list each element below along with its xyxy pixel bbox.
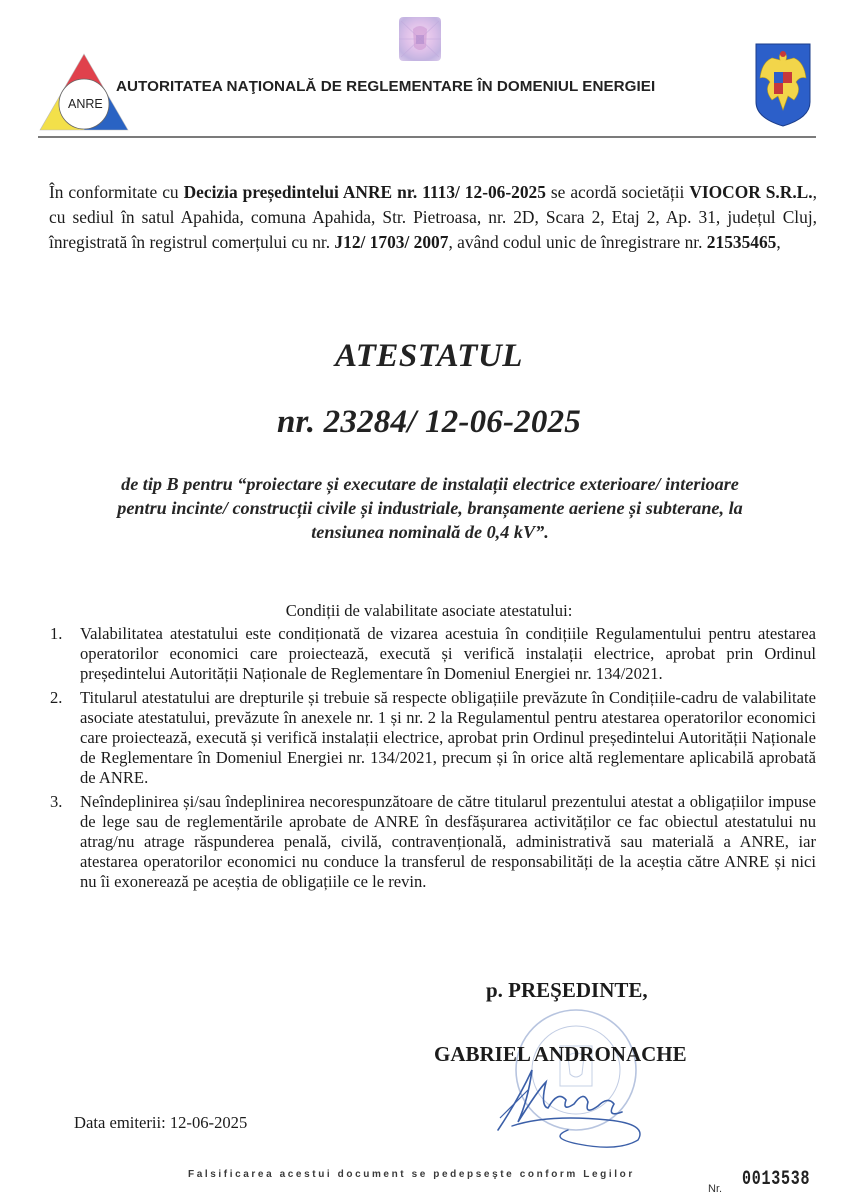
- condition-number: 2.: [50, 688, 63, 707]
- certificate-number: nr. 23284/ 12-06-2025: [277, 404, 581, 440]
- serial-label: Nr.: [708, 1183, 723, 1195]
- company-name: VIOCOR S.R.L.: [689, 182, 813, 202]
- intro-text: În conformitate cu: [49, 182, 184, 202]
- handwritten-signature-icon: [488, 1060, 658, 1152]
- conditions-heading: Condiții de valabilitate asociate atestatului:: [285, 601, 573, 620]
- intro-text: , având codul unic de înregistrare nr.: [448, 232, 707, 252]
- condition-number: 3.: [50, 792, 63, 811]
- condition-text: Neîndeplinirea și/sau îndeplinirea necorespunzătoare de către titularul prezentului atestat a obligațiilor impuse de lege sau de reglementările aprobate de ANRE în desfășurarea activităților ce fac obiectul atestatului nu atrag/nu atrage răspunderea penală, civilă, contravențională, administrativă sau materială a ANRE, iar atestarea operatorilor economici nu conduce la transferul de responsabilități de la aceștia către ANRE și nici nu îi exonerează pe aceștia de obligațiile ce le revin.: [80, 792, 816, 891]
- intro-text: se acordă societății: [545, 182, 690, 202]
- condition-item: [50, 792, 816, 892]
- serial-number: 0013538: [742, 1168, 811, 1191]
- condition-text: Titularul atestatului are drepturile și trebuie să respecte obligațiile prevăzute în Condițiile-cadru de valabilitate asociate atestatului, prevăzute în anexele nr. 1 și nr. 2 la Regulamentul pentru atestarea operatorilor economici care proiectează, execută și verifică instalații electrice, aprobat prin Ordinul președintelui Autorității Naționale de Reglementare în Domeniul Energiei nr. 134/2021, precum și în orice altă reglementare aplicabilă aprobată de ANRE.: [80, 688, 816, 787]
- unique-registration-code: 21535465: [706, 232, 777, 252]
- certificate-title: ATESTATUL: [335, 338, 523, 374]
- romania-coat-of-arms-icon: [754, 42, 812, 128]
- intro-paragraph: [49, 180, 817, 255]
- signatory-role: p. PREŞEDINTE,: [486, 978, 648, 1002]
- condition-text: Valabilitatea atestatului este condiționată de vizarea acestuia în condițiile Regulamentului pentru atestarea operatorilor economici care proiectează, execută și verifică instalații electrice, aprobat prin Ordinul președintelui Autorității Naționale de Reglementare în Domeniul Energiei nr. 134/2021.: [80, 624, 816, 683]
- decision-reference: Decizia președintelui ANRE nr. 1113/ 12-06-2025: [183, 182, 546, 202]
- certificate-description: de tip B pentru “proiectare și executare de instalații electrice exterioare/ interioare pentru incinte/ construcții civile și industriale, branșamente aeriene și subterane, la tensiunea nominală de 0,4 kV”.: [117, 474, 743, 542]
- intro-text: , cu sediul în satul Apahida, comuna Apahida, Str. Pietroasa, nr. 2D, Scara 2, Etaj 2, Ap. 31, județul Cluj, înregistrată în registrul comerțului cu nr.: [49, 182, 817, 252]
- condition-item: [50, 688, 816, 788]
- forgery-warning: Falsificarea acestui document se pedepseşte conform Legilor: [188, 1169, 635, 1180]
- header-divider: [38, 136, 816, 138]
- authority-name: AUTORITATEA NAŢIONALĂ DE REGLEMENTARE ÎN DOMENIUL ENERGIEI: [116, 78, 656, 95]
- signatory-name: GABRIEL ANDRONACHE: [434, 1042, 687, 1066]
- registration-number: J12/ 1703/ 2007: [334, 232, 449, 252]
- issue-date: Data emiterii: 12-06-2025: [74, 1113, 248, 1132]
- logo-text: ANRE: [68, 97, 103, 111]
- hologram-seal-icon: [399, 17, 441, 61]
- condition-item: [50, 624, 816, 684]
- intro-text: ,: [776, 232, 781, 252]
- condition-number: 1.: [50, 624, 63, 643]
- conditions-list: [50, 624, 816, 896]
